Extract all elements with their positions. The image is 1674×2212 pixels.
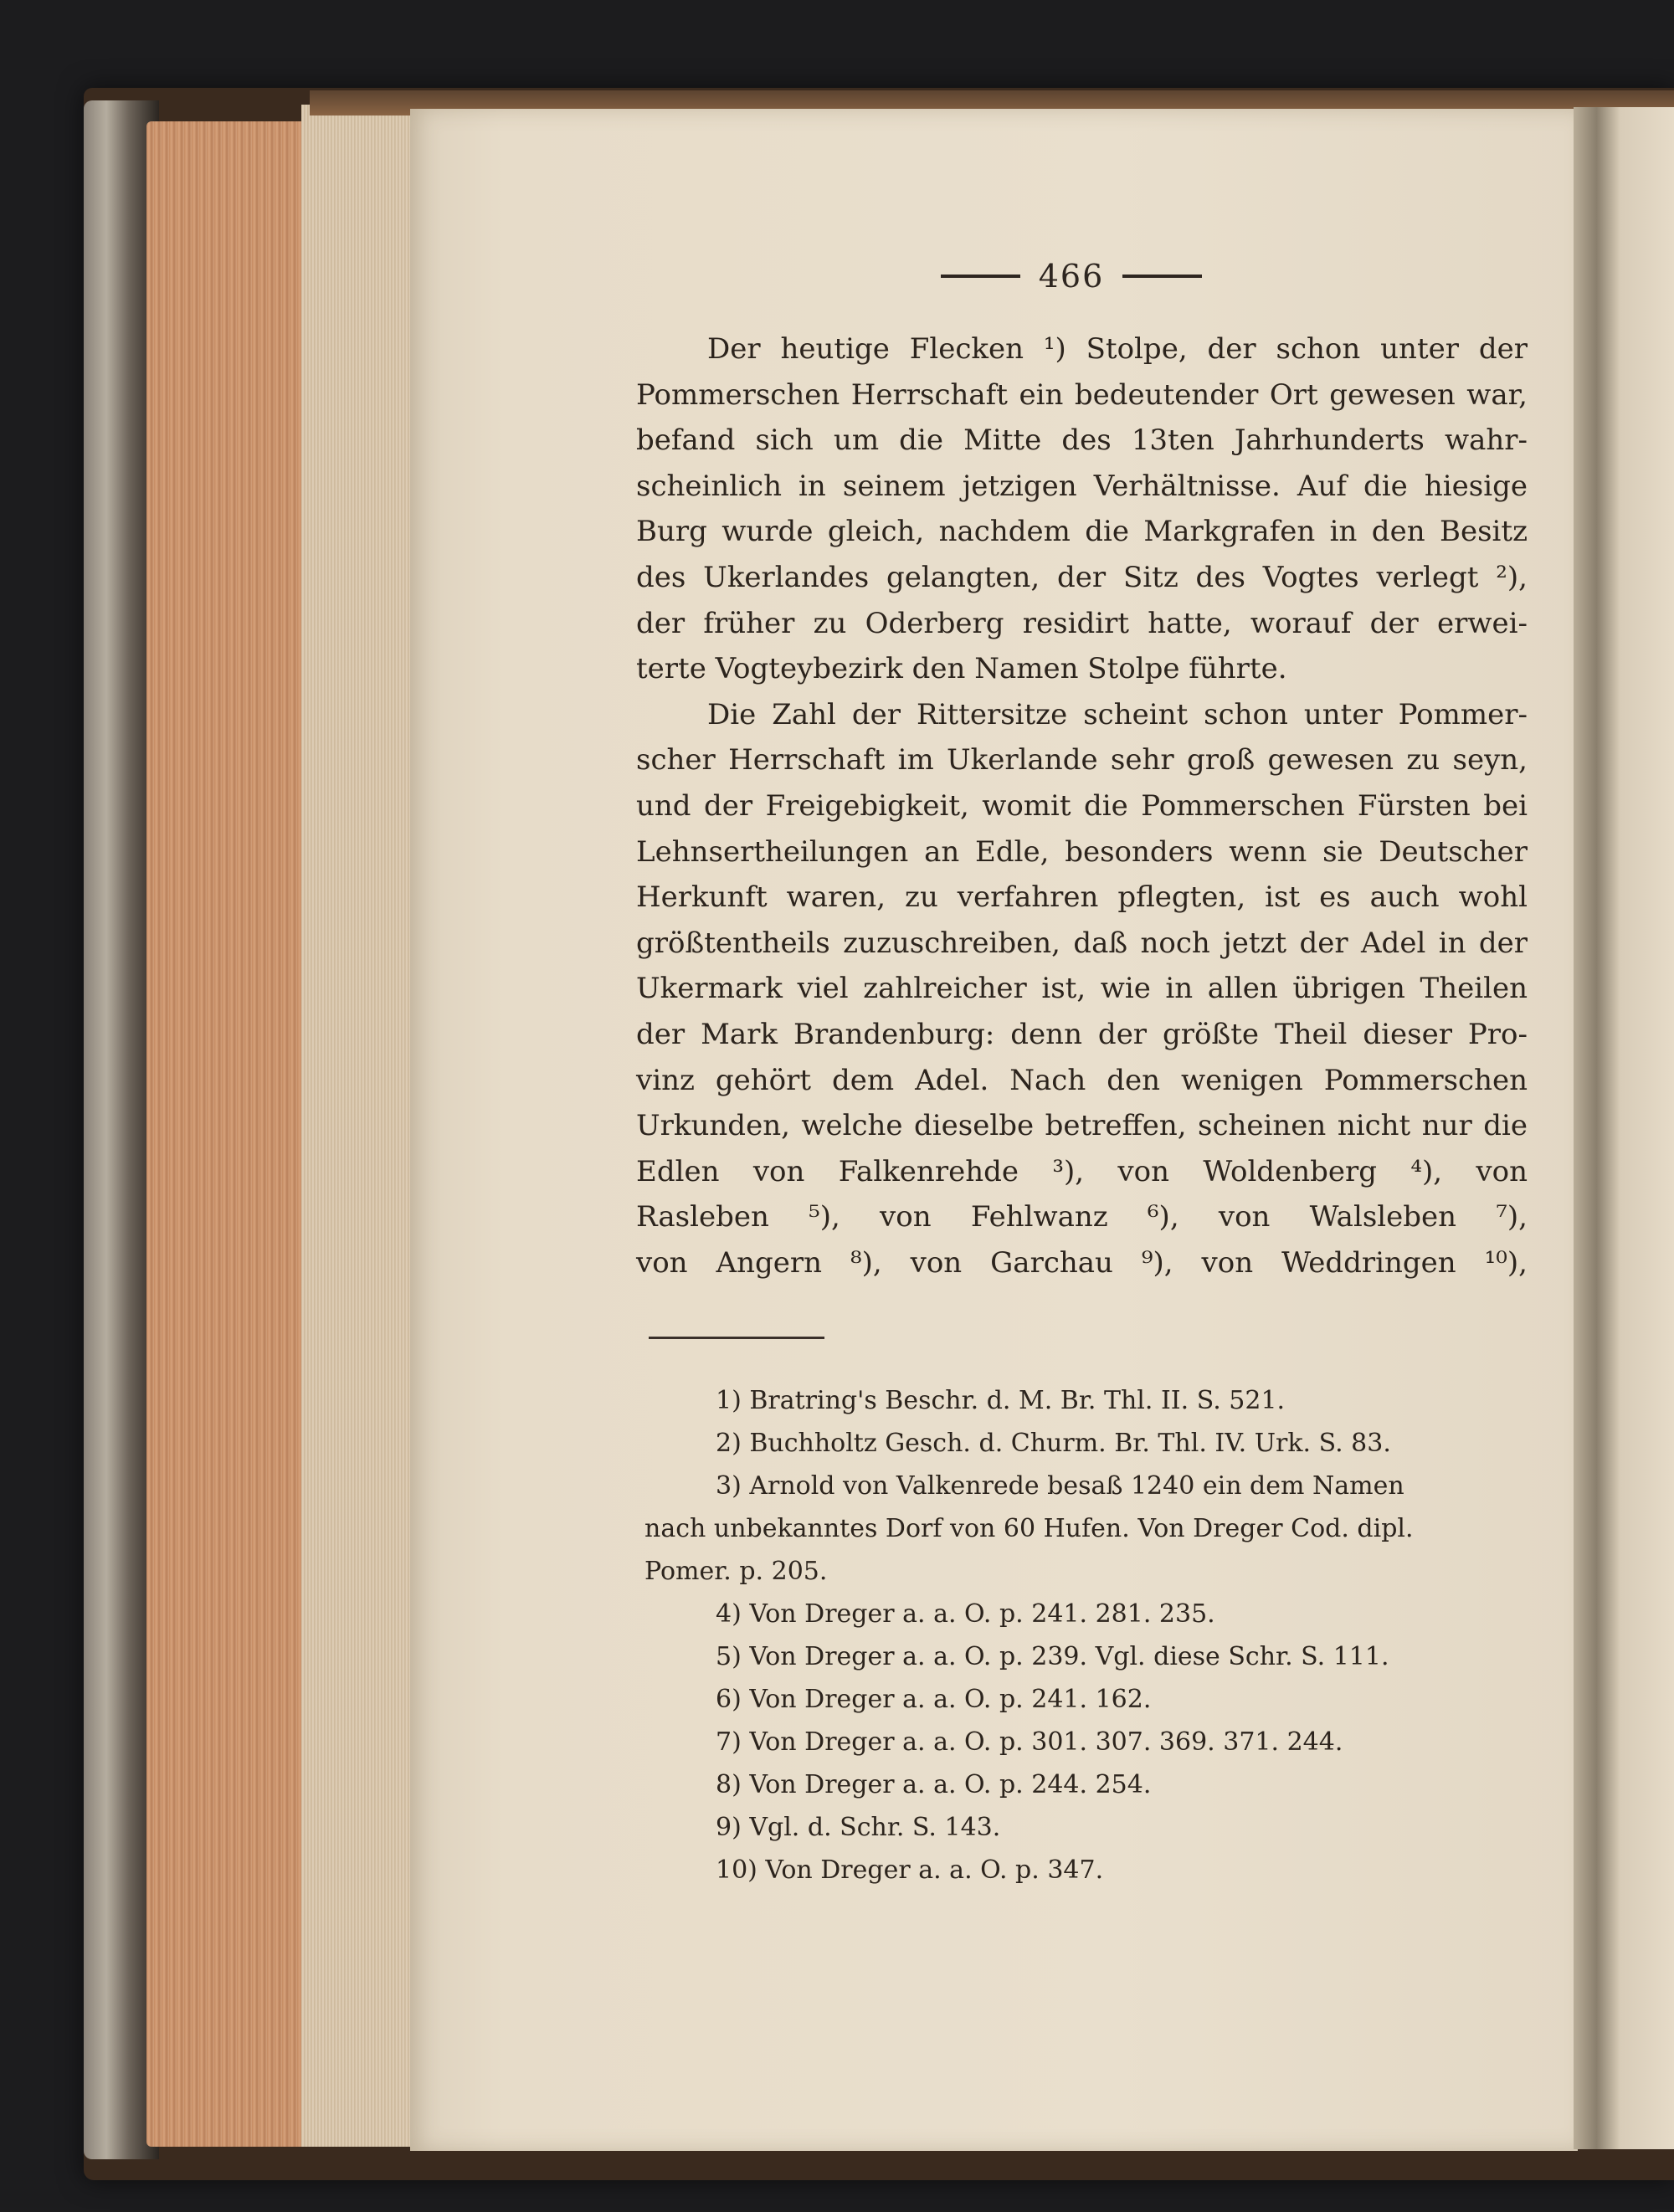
body-line: größtentheils zuzuschreiben, daß noch jetzt der Adel in der (636, 926, 1528, 960)
body-line: scheinlich in seinem jetzigen Verhältnisse. Auf die hiesige (636, 469, 1528, 503)
header-dash-left (941, 275, 1020, 278)
body-line: und der Freigebigkeit, womit die Pommerschen Fürsten bei (636, 788, 1528, 823)
body-line: Lehnsertheilungen an Edle, besonders wenn sie Deutscher (636, 834, 1528, 869)
page-edges-inner (301, 105, 418, 2147)
footnote: 10) Von Dreger a. a. O. p. 347. (716, 1855, 1104, 1885)
body-line: der früher zu Oderberg residirt hatte, worauf der erwei- (636, 606, 1528, 640)
body-line: Burg wurde gleich, nachdem die Markgrafen in den Besitz (636, 515, 1528, 549)
body-line: scher Herrschaft im Ukerlande sehr groß gewesen zu seyn, (636, 743, 1528, 778)
footnotes (644, 1379, 1536, 1891)
page-header (921, 251, 1222, 301)
body-line: Herkunft waren, zu verfahren pflegten, ist es auch wohl (636, 880, 1528, 915)
footnote: 9) Vgl. d. Schr. S. 143. (716, 1813, 1001, 1842)
footnote: 3) Arnold von Valkenrede besaß 1240 ein dem Namen (716, 1471, 1404, 1501)
body-line: Pommerschen Herrschaft ein bedeutender Ort gewesen war, (636, 377, 1528, 412)
body-text (636, 326, 1528, 1286)
footnote: 7) Von Dreger a. a. O. p. 301. 307. 369. 371. 244. (716, 1727, 1343, 1757)
page-gutter (1574, 107, 1620, 2149)
body-line: Edlen von Falkenrehde ³), von Woldenberg ⁴), von (636, 1154, 1528, 1188)
footnote: 5) Von Dreger a. a. O. p. 239. Vgl. diese Schr. S. 111. (716, 1642, 1389, 1671)
body-line: Die Zahl der Rittersitze scheint schon unter Pommer- (707, 697, 1528, 731)
footnote: 6) Von Dreger a. a. O. p. 241. 162. (716, 1685, 1152, 1714)
body-line: Der heutige Flecken ¹) Stolpe, der schon unter der (707, 332, 1528, 366)
body-line: von Angern ⁸), von Garchau ⁹), von Weddringen ¹⁰), (636, 1245, 1528, 1280)
body-line: Ukermark viel zahlreicher ist, wie in allen übrigen Theilen (636, 972, 1528, 1006)
footnote-continuation: Pomer. p. 205. (644, 1557, 828, 1586)
body-line: der Mark Brandenburg: denn der größte Theil dieser Pro- (636, 1017, 1528, 1051)
body-line: befand sich um die Mitte des 13ten Jahrhunderts wahr- (636, 423, 1528, 458)
body-line: vinz gehört dem Adel. Nach den wenigen Pommerschen (636, 1063, 1528, 1097)
body-line: Rasleben ⁵), von Fehlwanz ⁶), von Walsleben ⁷), (636, 1200, 1528, 1234)
footnote: 1) Bratring's Beschr. d. M. Br. Thl. II. S. 521. (716, 1386, 1286, 1415)
footnote: 2) Buchholtz Gesch. d. Churm. Br. Thl. IV. Urk. S. 83. (716, 1429, 1391, 1458)
body-line: terte Vogteybezirk den Namen Stolpe führte. (636, 652, 1287, 686)
footnote-continuation: nach unbekanntes Dorf von 60 Hufen. Von Dreger Cod. dipl. (644, 1514, 1414, 1543)
footnote-rule (649, 1337, 824, 1339)
body-line: des Ukerlandes gelangten, der Sitz des Vogtes verlegt ²), (636, 560, 1528, 594)
footnote: 8) Von Dreger a. a. O. p. 244. 254. (716, 1770, 1152, 1799)
footnote: 4) Von Dreger a. a. O. p. 241. 281. 235. (716, 1599, 1215, 1629)
body-line: Urkunden, welche dieselbe betreffen, scheinen nicht nur die (636, 1109, 1528, 1143)
page-number: 466 (1038, 258, 1105, 295)
header-dash-right (1122, 275, 1202, 278)
facing-page-edge (1620, 107, 1674, 2149)
